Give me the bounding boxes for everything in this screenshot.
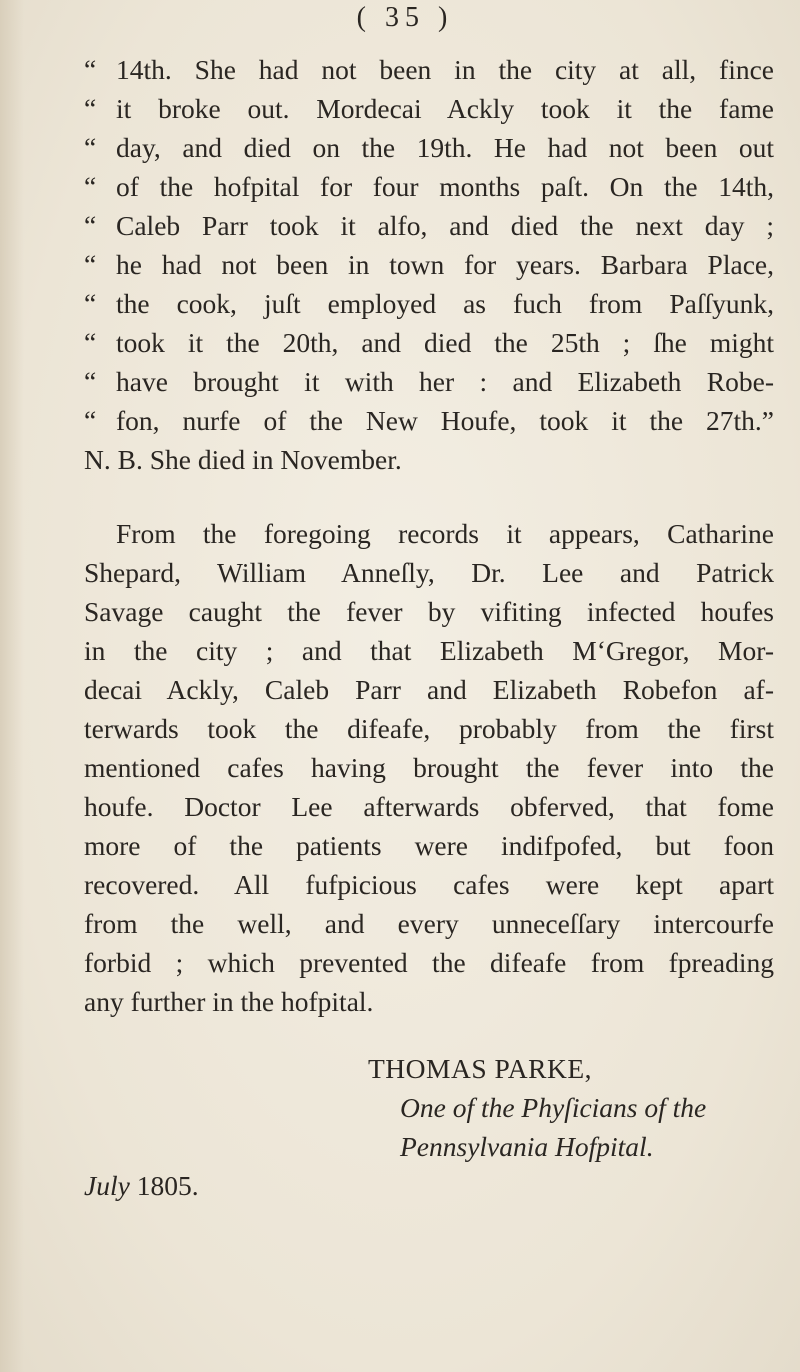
quote-mark: “	[84, 288, 97, 319]
quote-mark: “	[84, 132, 97, 163]
quote-line: “ he had not been in town for years. Barbara Place,	[84, 245, 774, 284]
paragraph-line: mentioned cafes having brought the fever into the	[84, 752, 774, 783]
quote-mark: “	[84, 54, 97, 85]
page-number: ( 35 )	[356, 2, 454, 33]
quote-mark: “	[84, 366, 97, 397]
paragraph-line: more of the patients were indifpofed, but foon	[84, 830, 774, 861]
paragraph-line: From the foregoing records it appears, Catharine	[116, 518, 774, 549]
paragraph-line: decai Ackly, Caleb Parr and Elizabeth Robefon af-	[84, 674, 774, 705]
paragraph-line: recovered. All fufpicious cafes were kept apart	[84, 869, 774, 900]
quote-line: “ fon, nurfe of the New Houfe, took it the 27th.”	[84, 401, 774, 440]
signature-block	[368, 1049, 788, 1166]
signatory-institution: Pennsylvania Hofpital.	[400, 1131, 654, 1162]
quote-line: “ the cook, juſt employed as fuch from Paſſyunk,	[84, 284, 774, 323]
paragraph-line: forbid ; which prevented the difeafe from fpreading	[84, 947, 774, 978]
date-month: July	[84, 1170, 130, 1201]
quote-line: “ took it the 20th, and died the 25th ; ſhe might	[84, 323, 774, 362]
quote-mark: “	[84, 249, 97, 280]
signatory-name: THOMAS PARKE,	[368, 1053, 593, 1084]
paragraph-line: Shepard, William Anneſly, Dr. Lee and Patrick	[84, 557, 774, 588]
quote-mark: “	[84, 93, 97, 124]
quote-line: “ have brought it with her : and Elizabeth Robe-	[84, 362, 774, 401]
paragraph-line: in the city ; and that Elizabeth M‘Gregor, Mor-	[84, 635, 774, 666]
signatory-title: One of the Phyſicians of the	[400, 1092, 707, 1123]
paragraph-gap	[84, 479, 774, 514]
paragraph-line: from the well, and every unneceſſary intercourfe	[84, 908, 774, 939]
quote-mark: “	[84, 171, 97, 202]
quote-line: “ Caleb Parr took it alfo, and died the next day ;	[84, 206, 774, 245]
nb-note: N. B. She died in November.	[84, 444, 402, 475]
quoted-record	[84, 50, 774, 479]
quote-line: “ 14th. She had not been in the city at all, fince	[84, 50, 774, 89]
date-year: 1805.	[136, 1170, 199, 1201]
quote-mark: “	[84, 210, 97, 241]
dateline	[84, 1166, 199, 1205]
text-body	[84, 50, 774, 1021]
quote-line: “ it broke out. Mordecai Ackly took it the fame	[84, 89, 774, 128]
quote-mark: “	[84, 327, 97, 358]
paragraph-line: Savage caught the fever by vifiting infected houfes	[84, 596, 774, 627]
quote-mark: “	[84, 405, 97, 436]
quote-line: “ of the hofpital for four months paſt. On the 14th,	[84, 167, 774, 206]
summary-paragraph	[84, 514, 774, 1021]
paragraph-line: houfe. Doctor Lee afterwards obferved, that fome	[84, 791, 774, 822]
paragraph-line: terwards took the difeafe, probably from the first	[84, 713, 774, 744]
quote-line: “ day, and died on the 19th. He had not been out	[84, 128, 774, 167]
paragraph-line: any further in the hofpital.	[84, 986, 374, 1017]
binding-shadow	[0, 0, 24, 1372]
